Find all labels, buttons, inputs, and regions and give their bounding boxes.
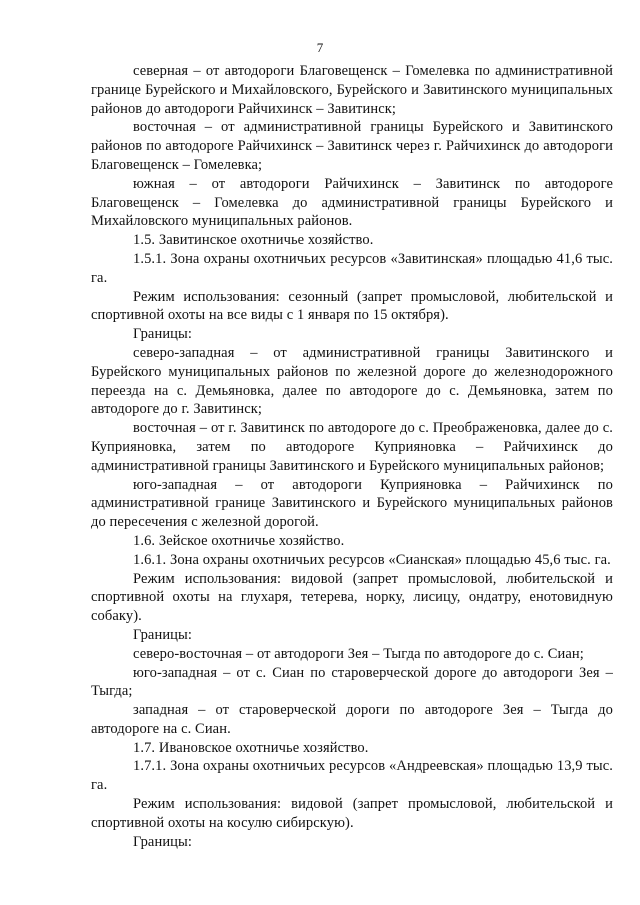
paragraph-west-boundary-sian: западная – от староверческой дороги по автодороге Зея – Тыгда до автодороге на с. Сиан. xyxy=(91,702,613,737)
paragraph-southwest-boundary: юго-западная – от автодороги Куприяновка – Райчихинск по административной границе Завитинского и Бурейского муниципальных районов до пересечения с железной дорогой. xyxy=(91,476,613,531)
paragraph-southwest-boundary-sian: юго-западная – от с. Сиан по староверческой дороге до автодороги Зея – Тыгда; xyxy=(91,664,613,700)
section-heading-1-5: 1.5. Завитинское охотничье хозяйство. xyxy=(133,232,374,249)
paragraph-east-boundary-zavitinsk: восточная – от г. Завитинск по автодороге до с. Преображеновка, далее до с. Куприяновка, затем по автодороге Куприяновка – Райчихинск до административной границы Завитинского и Бурейского муниципальных районов; xyxy=(91,420,613,474)
usage-regime-1-7-1: Режим использования: видовой (запрет промысловой, любительской и спортивной охоты на косулю сибирскую). xyxy=(91,796,613,831)
usage-regime-1-5-1: Режим использования: сезонный (запрет промысловой, любительской и спортивной охоты на все виды с 1 января по 15 октября). xyxy=(91,288,613,324)
boundaries-label-1-6-1: Границы: xyxy=(133,626,193,643)
paragraph-south-boundary: южная – от автодороги Райчихинск – Завитинск по автодороге Благовещенск – Гомелевка до административной границы Бурейского и Михайловского муниципальных районов. xyxy=(91,175,613,230)
paragraph-northwest-boundary: северо-западная – от административной границы Завитинского и Бурейского муниципальных районов по железной дороге до железнодорожного переезда на с. Демьяновка, далее по автодороге до с. Демьяновка, затем по автодороге до г. Завитинск; xyxy=(91,344,613,418)
paragraph-north-boundary: северная – от автодороги Благовещенск – Гомелевка по административной границе Бурейского и Михайловского, Бурейского и Завитинского муниципальных районов до автодороги Райчихинск – Завитинск; xyxy=(91,63,613,117)
section-heading-1-7: 1.7. Ивановское охотничье хозяйство. xyxy=(133,739,369,756)
paragraph-east-boundary: восточная – от административной границы Бурейского и Завитинского районов по автодороге Райчихинск – Завитинск через г. Райчихинск до автодороги Благовещенск – Гомелевка; xyxy=(91,119,613,173)
document-body xyxy=(91,62,613,851)
usage-regime-1-6-1: Режим использования: видовой (запрет промысловой, любительской и спортивной охоты на глухаря, тетерева, норку, лисицу, ондатру, енотовидную собаку). xyxy=(91,570,613,625)
boundaries-label-1-7-1: Границы: xyxy=(133,833,193,850)
section-heading-1-7-1: 1.7.1. Зона охраны охотничьих ресурсов «Андреевская» площадью 13,9 тыс. га. xyxy=(91,758,613,794)
paragraph-northeast-boundary-sian: северо-восточная – от автодороги Зея – Тыгда по автодороге до с. Сиан; xyxy=(133,645,584,662)
section-heading-1-6-1: 1.6.1. Зона охраны охотничьих ресурсов «Сианская» площадью 45,6 тыс. га. xyxy=(133,551,611,568)
section-heading-1-6: 1.6. Зейское охотничье хозяйство. xyxy=(133,532,345,549)
section-heading-1-5-1: 1.5.1. Зона охраны охотничьих ресурсов «Завитинская» площадью 41,6 тыс. га. xyxy=(91,250,613,286)
page-number: 7 xyxy=(316,40,324,55)
boundaries-label-1-5-1: Границы: xyxy=(133,326,193,343)
